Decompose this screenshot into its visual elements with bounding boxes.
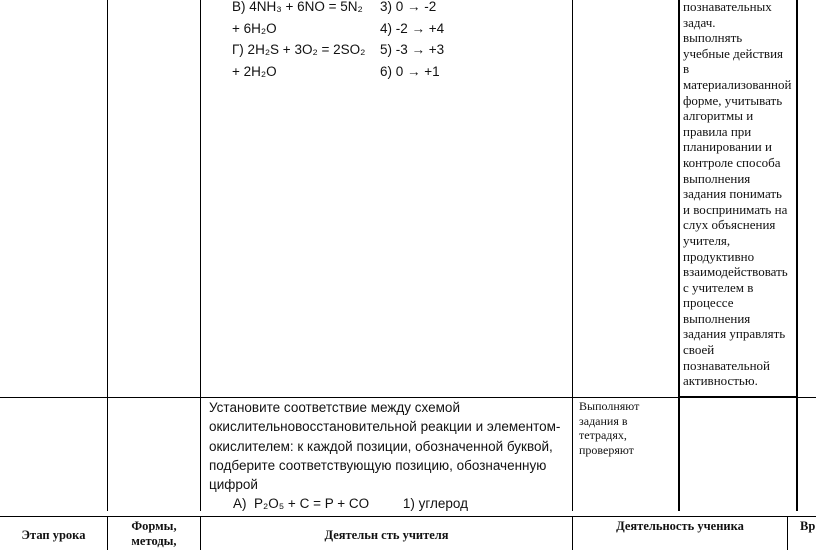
note-line: задания управлять (683, 326, 786, 342)
note-line: материализованной (683, 76, 792, 92)
note-line: планировании и (683, 139, 772, 155)
task-line: цифрой (209, 477, 258, 493)
header-forms-line: методы, (131, 534, 177, 548)
note-line: выполнения (683, 310, 751, 326)
equation-line: + 2H₂O (232, 63, 277, 79)
student-activity (579, 399, 674, 457)
option-item: 6) 0 → +1 (380, 63, 440, 79)
student-line: проверяют (579, 442, 634, 457)
task-text (209, 398, 571, 514)
note-line: взаимодействовать (683, 264, 788, 280)
task-equation: А) P₂O₅ + C = P + CO 1) углерод (233, 496, 468, 512)
header-time: Вр (800, 519, 816, 533)
task-line: Установите соответствие между схемой (209, 400, 460, 415)
equation-block (232, 0, 382, 82)
student-line: задания в (579, 413, 628, 428)
option-item: 5) -3 → +3 (380, 42, 445, 58)
note-line: учебные действия (683, 45, 784, 61)
equation-line: + 6H₂O (232, 20, 277, 36)
note-line: процессе (683, 295, 734, 311)
equation-line: Г) 2H₂S + 3O₂ = 2SO₂ (232, 42, 366, 58)
equation-line: В) 4NH₃ + 6NO = 5N₂ (232, 0, 363, 14)
note-box-bottom (678, 396, 798, 398)
header-teacher: Деятельн сть учителя (324, 528, 449, 542)
v-line-3 (572, 0, 573, 511)
note-line: продуктивно (683, 248, 755, 264)
task-line: окислительновосстановительной реакции и элементом- (209, 419, 561, 435)
note-line: форме, учитывать (683, 92, 783, 108)
header-forms-line: Формы, (131, 519, 177, 533)
skills-note (683, 0, 795, 389)
task-line: окислителем: к каждой позиции, обозначенной буквой, (209, 438, 553, 454)
v-line-1 (107, 0, 108, 511)
note-line: задания понимать (683, 186, 782, 202)
header-student: Деятельность ученика (616, 519, 744, 533)
note-line: слух объяснения (683, 217, 776, 233)
header-forms (108, 519, 200, 549)
option-item: 3) 0 → -2 (380, 0, 437, 14)
header-top-line (0, 516, 816, 517)
v-line-2 (200, 0, 201, 511)
student-line: Выполняют (579, 399, 640, 413)
v-line-4 (678, 0, 680, 511)
header-stage: Этап урока (21, 528, 86, 542)
note-line: выполнять (683, 30, 743, 46)
note-line: учителя, (683, 232, 731, 248)
option-list (380, 0, 530, 82)
note-line: выполнения (683, 170, 751, 186)
option-item: 4) -2 → +4 (380, 20, 445, 36)
student-line: тетрадях, (579, 428, 627, 442)
note-line: в (683, 61, 690, 77)
note-line: познавательных (683, 0, 772, 14)
note-line: правила при (683, 123, 752, 139)
note-line: активностью. (683, 373, 758, 389)
note-line: и воспринимать на (683, 201, 788, 217)
note-line: своей (683, 342, 715, 358)
note-line: познавательной (683, 357, 771, 373)
task-line: подберите соответствующую позицию, обозначенную (209, 457, 547, 473)
note-line: алгоритмы и (683, 108, 754, 124)
h-v-line-4 (787, 516, 788, 550)
note-line: контроле способа (683, 154, 781, 170)
note-line: с учителем в (683, 279, 754, 295)
note-line: задач. (683, 14, 716, 30)
v-line-5 (796, 0, 798, 511)
